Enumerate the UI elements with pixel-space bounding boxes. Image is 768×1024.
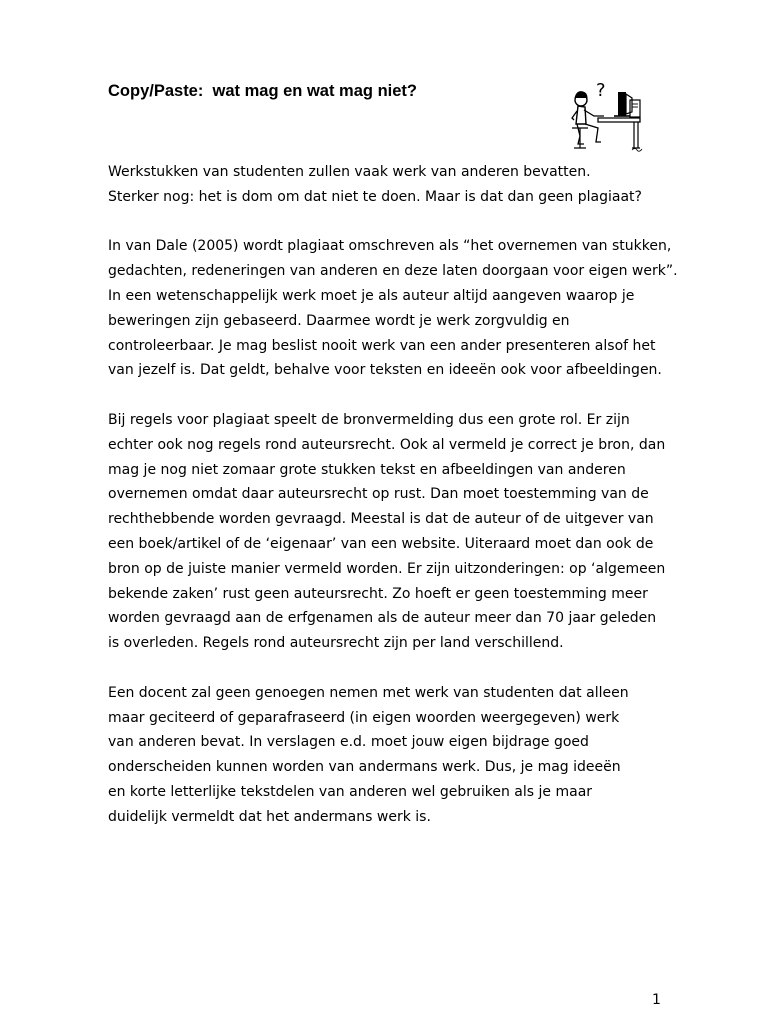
text-line: mag je nog niet zomaar grote stukken tekst en afbeeldingen van anderen <box>108 461 626 478</box>
text-line: Bij regels voor plagiaat speelt de bronvermelding dus een grote rol. Er zijn <box>108 411 630 428</box>
text-line: overnemen omdat daar auteursrecht op rust. Dan moet toestemming van de <box>108 486 649 503</box>
text-line: echter ook nog regels rond auteursrecht. Ook al vermeld je correct je bron, dan <box>108 436 666 453</box>
text-line: onderscheiden kunnen worden van andermans werk. Dus, je mag ideeën <box>108 759 621 776</box>
text-line: van jezelf is. Dat geldt, behalve voor teksten en ideeën ook voor afbeeldingen. <box>108 362 662 379</box>
paragraph <box>108 681 708 830</box>
text-line: Werkstukken van studenten zullen vaak werk van anderen bevatten. <box>108 164 591 180</box>
text-line: bron op de juiste manier vermeld worden. Er zijn uitzonderingen: op ‘algemeen <box>108 560 666 577</box>
text-line: gedachten, redeneringen van anderen en deze laten doorgaan voor eigen werk”. <box>108 263 678 280</box>
text-line: controleerbaar. Je mag beslist nooit werk van een ander presenteren alsof het <box>108 337 656 354</box>
document-title: Copy/Paste: wat mag en wat mag niet? <box>108 82 417 100</box>
paragraph <box>108 234 708 383</box>
text-line: van anderen bevat. In verslagen e.d. moet jouw eigen bijdrage goed <box>108 734 589 751</box>
text-line: een boek/artikel of de ‘eigenaar’ van een website. Uiteraard moet dan ook de <box>108 535 654 552</box>
question-mark-glyph: ? <box>596 80 606 101</box>
text-line: is overleden. Regels rond auteursrecht zijn per land verschillend. <box>108 635 564 652</box>
text-line: Een docent zal geen genoegen nemen met werk van studenten dat alleen <box>108 684 629 701</box>
text-line: en korte letterlijke tekstdelen van anderen wel gebruiken als je maar <box>108 783 593 800</box>
text-line: In een wetenschappelijk werk moet je als auteur altijd aangeven waarop je <box>108 287 635 304</box>
text-line: rechthebbende worden gevraagd. Meestal is dat de auteur of de uitgever van <box>108 511 654 528</box>
text-line: maar geciteerd of geparafraseerd (in eigen woorden weergegeven) werk <box>108 709 620 726</box>
text-line: beweringen zijn gebaseerd. Daarmee wordt je werk zorgvuldig en <box>108 312 570 329</box>
text-line: duidelijk vermeldt dat het andermans werk is. <box>108 808 431 825</box>
person-at-computer-question-icon <box>568 78 644 154</box>
document-body <box>108 160 708 854</box>
text-line: bekende zaken’ rust geen auteursrecht. Zo hoeft er geen toestemming meer <box>108 585 648 602</box>
text-line: Sterker nog: het is dom om dat niet te doen. Maar is dat dan geen plagiaat? <box>108 188 642 205</box>
text-line: In van Dale (2005) wordt plagiaat omschreven als “het overnemen van stukken, <box>108 238 672 255</box>
paragraph <box>108 160 708 210</box>
page-number: 1 <box>652 992 661 1008</box>
paragraph <box>108 408 708 656</box>
text-line: worden gevraagd aan de erfgenamen als de auteur meer dan 70 jaar geleden <box>108 610 657 627</box>
